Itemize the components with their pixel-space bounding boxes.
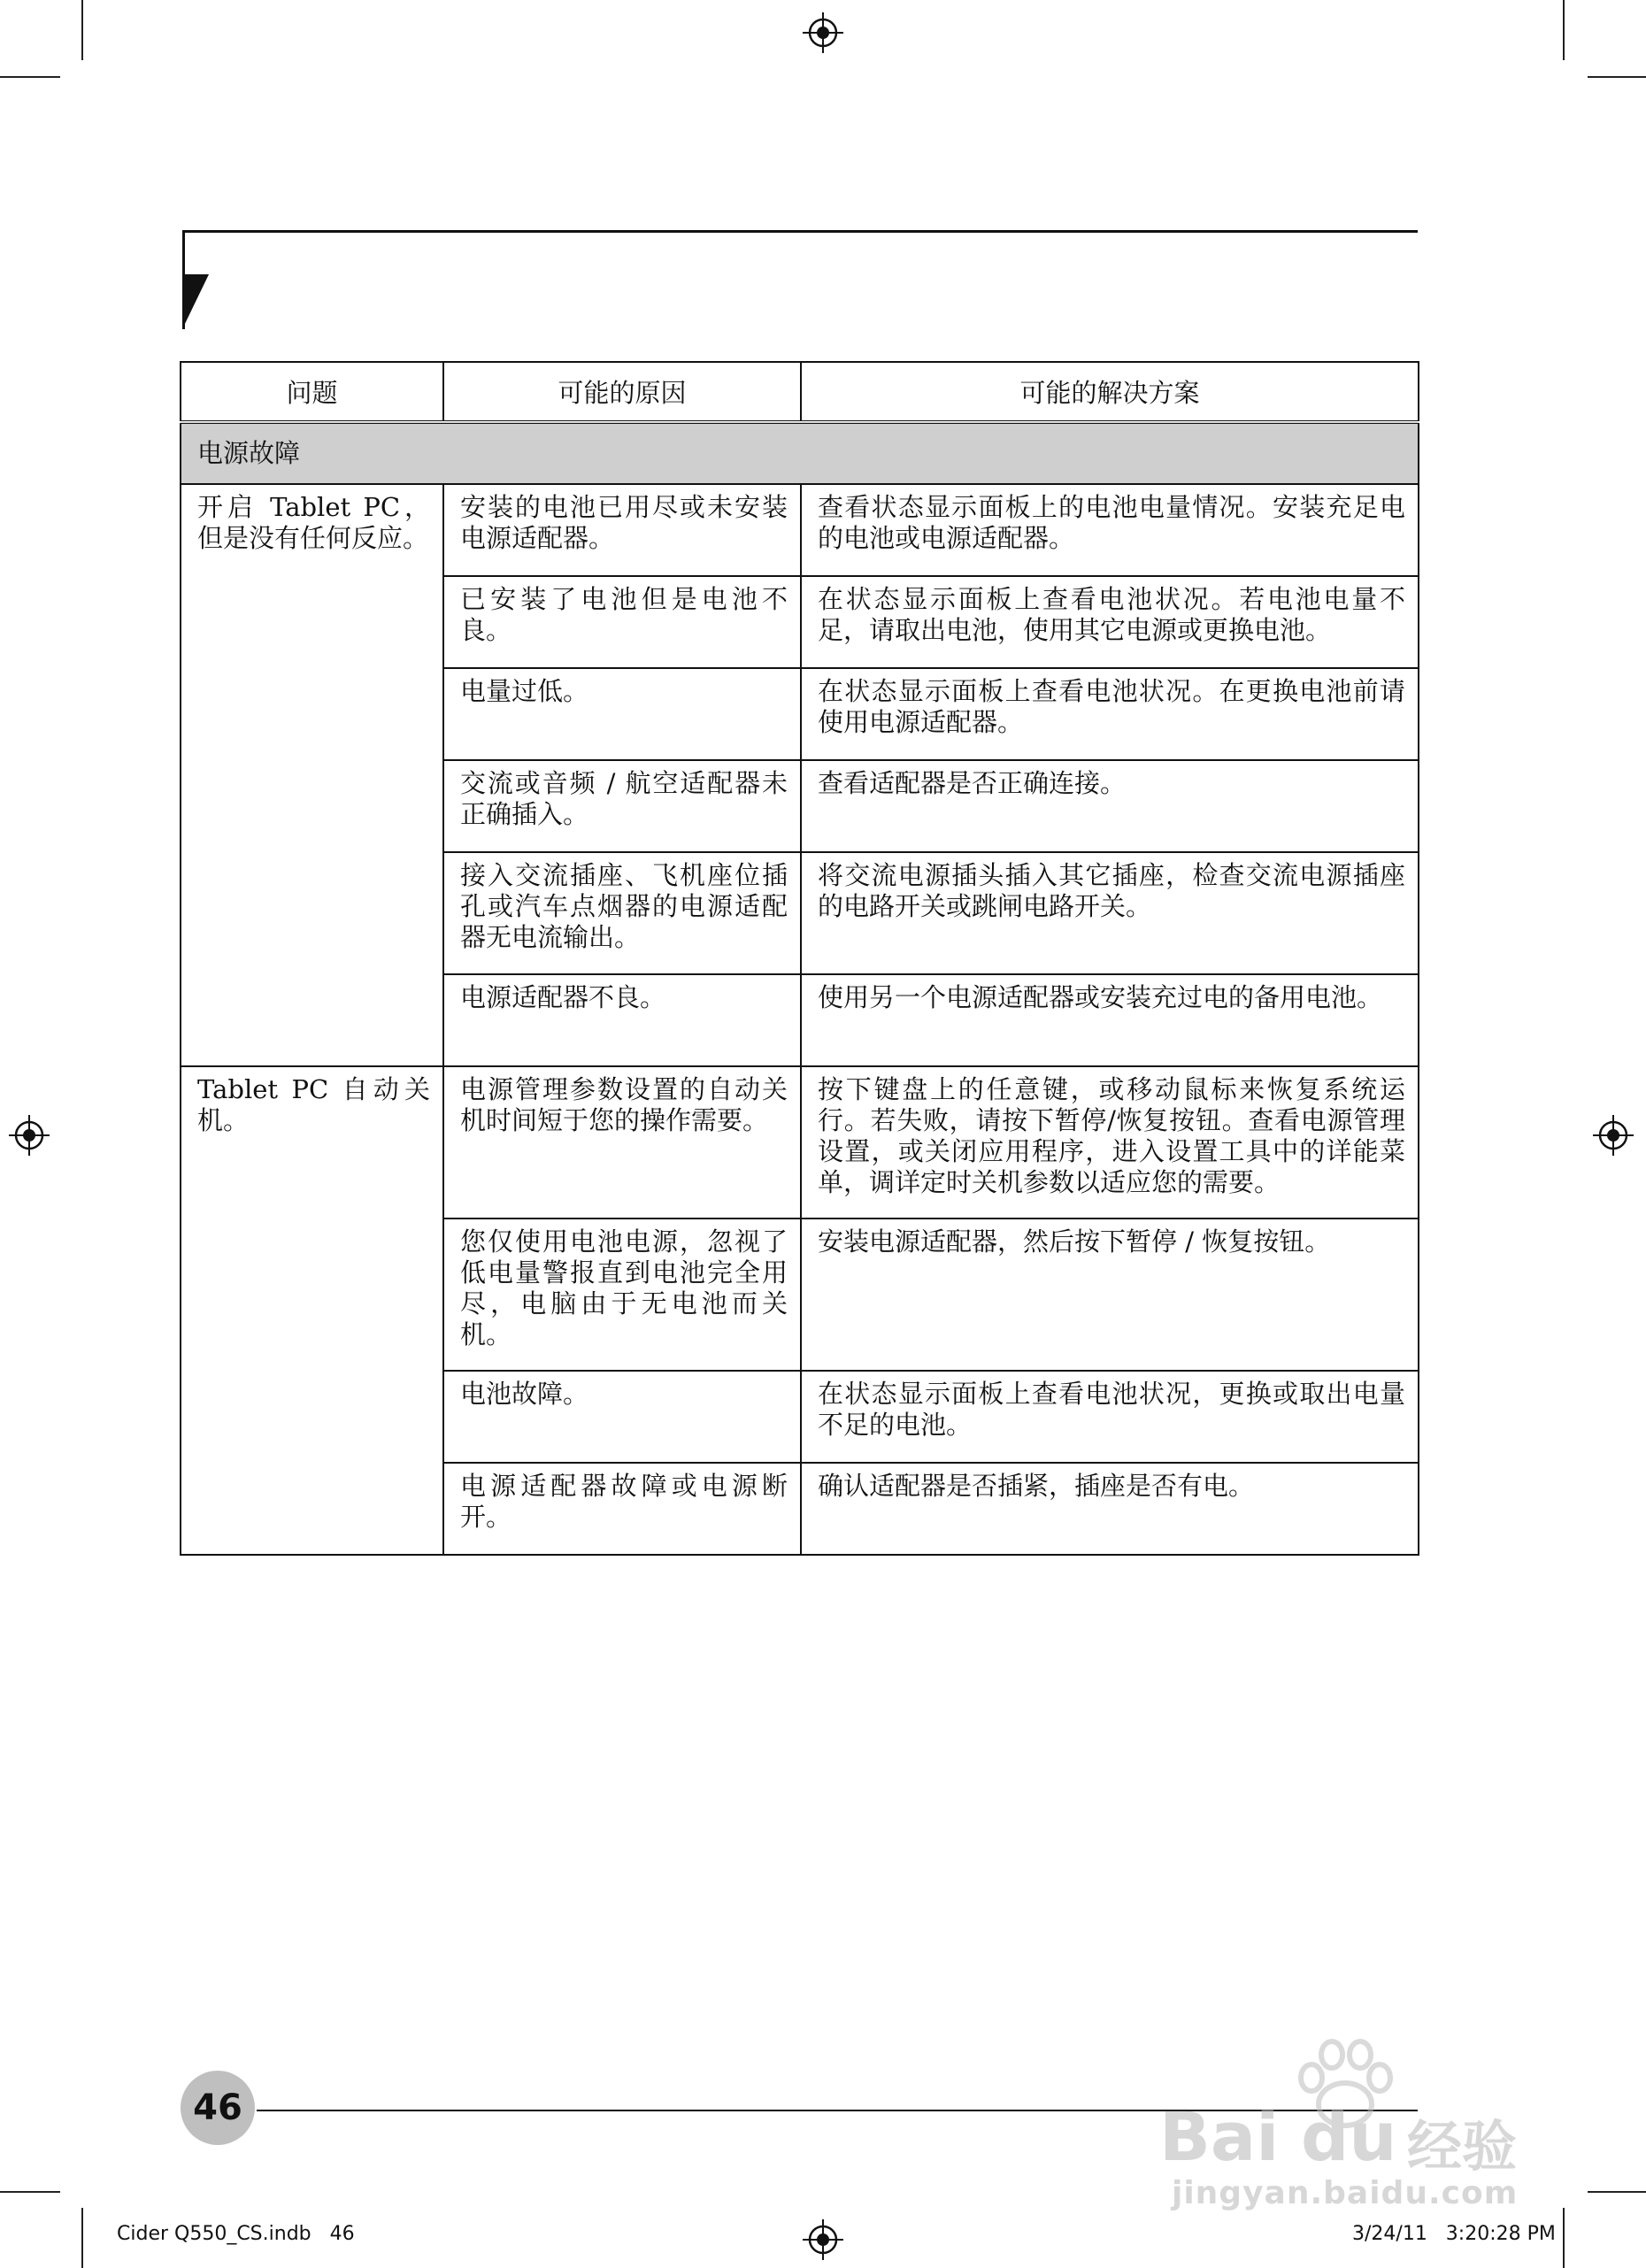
solution-cell: 在状态显示面板上查看电池状况。若电池电量不足，请取出电池，使用其它电源或更换电池。 [801, 576, 1419, 668]
solution-cell: 使用另一个电源适配器或安装充过电的备用电池。 [801, 974, 1419, 1066]
table-row [181, 1066, 1419, 1219]
solution-cell: 查看适配器是否正确连接。 [801, 760, 1419, 852]
solution-cell: 确认适配器是否插紧，插座是否有电。 [801, 1463, 1419, 1555]
registration-mark-bottom [803, 2219, 843, 2260]
crop-mark-bl-v [81, 2208, 83, 2268]
solution-cell: 按下键盘上的任意键，或移动鼠标来恢复系统运行。若失败，请按下暂停/恢复按钮。查看电源管理设置，或关闭应用程序，进入设置工具中的详能菜单，调详定时关机参数以适应您的需要。 [801, 1066, 1419, 1219]
crop-mark-tl-h [0, 76, 60, 78]
solution-cell: 将交流电源插头插入其它插座，检查交流电源插座的电路开关或跳闸电路开关。 [801, 852, 1419, 974]
header-problem: 问题 [181, 362, 443, 422]
watermark-url: jingyan.baidu.com [1172, 2175, 1519, 2211]
solution-cell: 安装电源适配器，然后按下暂停 / 恢复按钮。 [801, 1219, 1419, 1371]
header-cause: 可能的原因 [443, 362, 801, 422]
baidu-watermark [1159, 2035, 1575, 2212]
crop-mark-bl-h [0, 2191, 60, 2193]
solution-cell: 在状态显示面板上查看电池状况，更换或取出电量不足的电池。 [801, 1371, 1419, 1463]
cause-cell: 安装的电池已用尽或未安装电源适配器。 [443, 484, 801, 576]
crop-mark-tr-v [1563, 0, 1565, 60]
header-solution: 可能的解决方案 [801, 362, 1419, 422]
cause-cell: 电源管理参数设置的自动关机时间短于您的操作需要。 [443, 1066, 801, 1219]
table-row [181, 484, 1419, 576]
cause-cell: 接入交流插座、飞机座位插孔或汽车点烟器的电源适配器无电流输出。 [443, 852, 801, 974]
section-row [181, 422, 1419, 484]
crop-mark-br-v [1563, 2208, 1565, 2268]
file-slug: Cider Q550_CS.indb 46 [117, 2223, 355, 2245]
registration-mark-top [803, 12, 843, 53]
section-title: 电源故障 [181, 422, 1419, 484]
cause-cell: 已安装了电池但是电池不良。 [443, 576, 801, 668]
cause-cell: 电池故障。 [443, 1371, 801, 1463]
cause-cell: 电源适配器不良。 [443, 974, 801, 1066]
crop-mark-tr-h [1588, 76, 1646, 78]
cause-cell: 您仅使用电池电源，忽视了低电量警报直到电池完全用尽，电脑由于无电池而关机。 [443, 1219, 801, 1371]
table-header-row [181, 362, 1419, 422]
header-wedge-icon [182, 274, 209, 329]
crop-mark-br-h [1588, 2191, 1646, 2193]
registration-mark-right [1593, 1115, 1634, 1156]
cause-cell: 交流或音频 / 航空适配器未正确插入。 [443, 760, 801, 852]
header-rule [182, 230, 1418, 233]
cause-cell: 电源适配器故障或电源断开。 [443, 1463, 801, 1555]
registration-mark-left [9, 1115, 50, 1156]
troubleshooting-table [180, 361, 1419, 1556]
page-number: 46 [181, 2071, 255, 2145]
date-slug: 3/24/11 3:20:28 PM [1352, 2223, 1556, 2245]
problem-cell: 开启 Tablet PC，但是没有任何反应。 [181, 484, 443, 1066]
crop-mark-tl-v [81, 0, 83, 60]
solution-cell: 查看状态显示面板上的电池电量情况。安装充足电的电池或电源适配器。 [801, 484, 1419, 576]
watermark-brand: Bai [1159, 2097, 1280, 2176]
solution-cell: 在状态显示面板上查看电池状况。在更换电池前请使用电源适配器。 [801, 668, 1419, 760]
watermark-service: 经验 [1407, 2114, 1518, 2179]
watermark-brand-suffix: du [1301, 2097, 1397, 2176]
cause-cell: 电量过低。 [443, 668, 801, 760]
problem-cell: Tablet PC 自动关机。 [181, 1066, 443, 1555]
